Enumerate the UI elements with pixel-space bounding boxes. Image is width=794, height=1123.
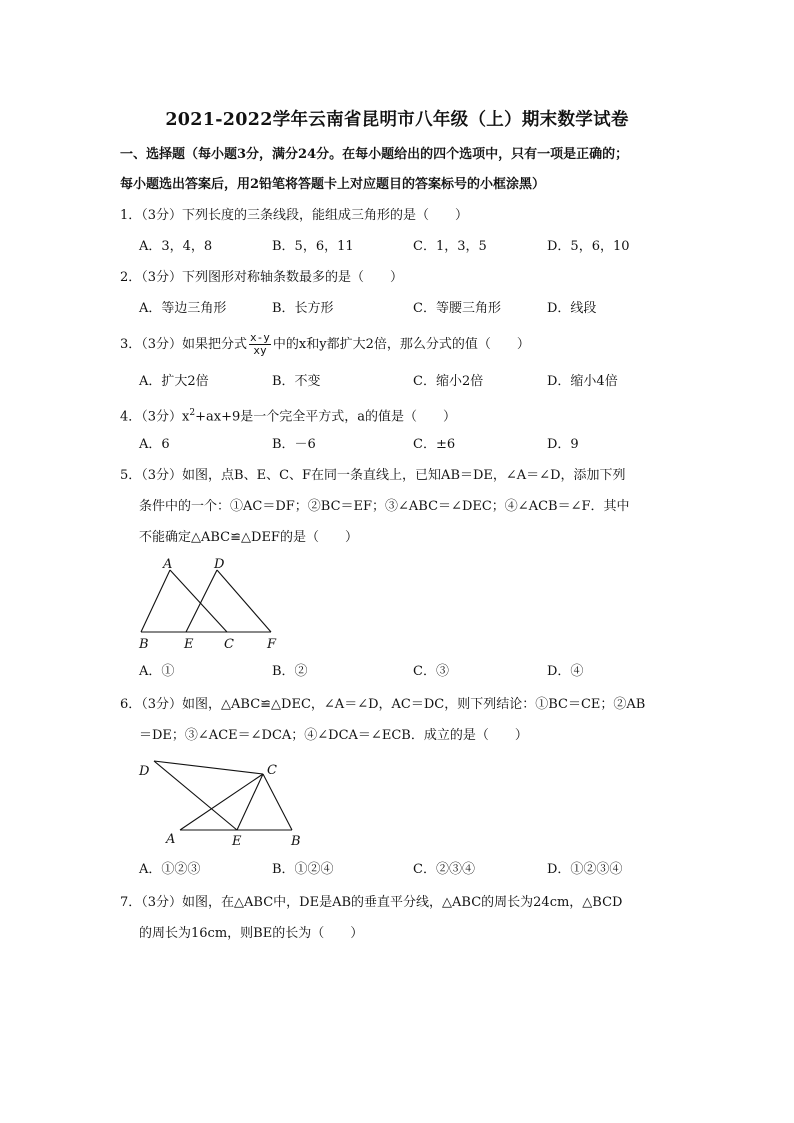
q5-options	[139, 662, 699, 682]
q4-option-b: B．－6	[272, 437, 316, 452]
q2-option-c: C．等腰三角形	[413, 301, 501, 316]
q6-stem-line-2: ＝DE；③∠ACE＝∠DCA；④∠DCA＝∠ECB．成立的是（ ）	[139, 728, 528, 743]
q5-label-f: F	[267, 637, 277, 652]
q3-stem-before: 3．（3分）如果把分式	[120, 337, 248, 352]
q4-option-c: C．±6	[413, 437, 456, 452]
q3-options	[139, 372, 699, 392]
q4-option-a: A．6	[139, 437, 170, 452]
q5-label-a: A	[163, 557, 173, 572]
q1-option-b: B．5，6，11	[272, 239, 354, 254]
q5-stem-line-1: 5．（3分）如图，点B、E、C、F在同一条直线上，已知AB＝DE，∠A＝∠D，添加下列	[120, 468, 626, 483]
q5-label-c: C	[224, 637, 234, 652]
q2-options	[139, 299, 699, 319]
q2-option-a: A．等边三角形	[139, 301, 227, 316]
q5-stem-line-3: 不能确定△ABC≌△DEF的是（ ）	[139, 530, 358, 545]
q3-stem-after: 中的x和y都扩大2倍，那么分式的值（ ）	[272, 337, 530, 352]
q3-fraction-numerator: x-y	[250, 331, 270, 344]
q5-segment-ac	[170, 570, 227, 632]
q7-stem-line-2: 的周长为16cm，则BE的长为（ ）	[139, 926, 364, 941]
section-heading	[120, 140, 680, 200]
section-heading-line-2: 每小题选出答案后，用2铅笔将答题卡上对应题目的答案标号的小框涂黑）	[120, 177, 546, 192]
q3-fraction	[249, 332, 271, 357]
q1-option-a: A．3，4，8	[139, 239, 213, 254]
q3-option-a: A．扩大2倍	[139, 374, 209, 389]
q2-option-d: D．线段	[547, 301, 597, 316]
q6-label-a: A	[166, 832, 176, 847]
q6-label-d: D	[139, 764, 150, 779]
q6-label-b: B	[291, 834, 301, 849]
q5-segment-ab	[141, 570, 170, 632]
q6-option-c: C．②③④	[413, 862, 475, 877]
q6-option-a: A．①②③	[139, 862, 201, 877]
q4-stem-after: +ax+9是一个完全平方式，a的值是（ ）	[195, 409, 456, 425]
q7-stem-line-1: 7．（3分）如图，在△ABC中，DE是AB的垂直平分线，△ABC的周长为24cm，△BCD	[120, 895, 623, 910]
q3-option-d: D．缩小4倍	[547, 374, 618, 389]
q3-fraction-denominator: xy	[253, 344, 267, 357]
q4-stem	[120, 403, 456, 427]
q6-segment-cb	[263, 774, 292, 830]
q5-label-e: E	[184, 637, 194, 652]
q1-option-c: C．1，3，5	[413, 239, 487, 254]
q6-figure	[130, 752, 320, 852]
q6-segment-dc	[154, 761, 263, 774]
section-heading-line-1: 一、选择题（每小题3分，满分24分。在每小题给出的四个选项中，只有一项是正确的；	[120, 147, 629, 162]
q5-stem-line-2: 条件中的一个：①AC＝DF；②BC＝EF；③∠ABC＝∠DEC；④∠ACB＝∠F．其中	[139, 499, 630, 514]
q1-option-d: D．5，6，10	[547, 239, 630, 254]
q1-stem: 1．（3分）下列长度的三条线段，能组成三角形的是（ ）	[120, 208, 469, 223]
q5-segment-de	[186, 570, 217, 632]
q5-option-b: B．②	[272, 664, 308, 679]
q4-stem-before: 4．（3分）x	[120, 409, 190, 425]
q3-option-b: B．不变	[272, 374, 321, 389]
q4-exponent: 2	[189, 408, 196, 418]
q6-options	[139, 860, 699, 880]
q5-option-c: C．③	[413, 664, 449, 679]
q2-stem: 2．（3分）下列图形对称轴条数最多的是（ ）	[120, 270, 404, 285]
q5-figure	[130, 556, 290, 656]
q5-segment-df	[217, 570, 271, 632]
q6-stem-line-1: 6．（3分）如图，△ABC≌△DEC，∠A＝∠D，AC＝DC，则下列结论：①BC＝CE；②AB	[120, 697, 646, 712]
q4-option-d: D．9	[547, 437, 579, 452]
q3-option-c: C．缩小2倍	[413, 374, 484, 389]
q1-options	[139, 237, 699, 257]
q5-option-d: D．④	[547, 664, 584, 679]
q5-figure-lines	[141, 570, 271, 632]
q6-option-d: D．①②③④	[547, 862, 623, 877]
q4-options	[139, 435, 699, 455]
q6-label-e: E	[232, 834, 242, 849]
q6-option-b: B．①②④	[272, 862, 334, 877]
q5-option-a: A．①	[139, 664, 175, 679]
q6-label-c: C	[267, 763, 277, 778]
page-title: 2021-2022学年云南省昆明市八年级（上）期末数学试卷	[165, 110, 629, 130]
q3-stem	[120, 332, 530, 358]
q5-label-b: B	[139, 637, 149, 652]
q5-label-d: D	[214, 557, 225, 572]
q2-option-b: B．长方形	[272, 301, 334, 316]
